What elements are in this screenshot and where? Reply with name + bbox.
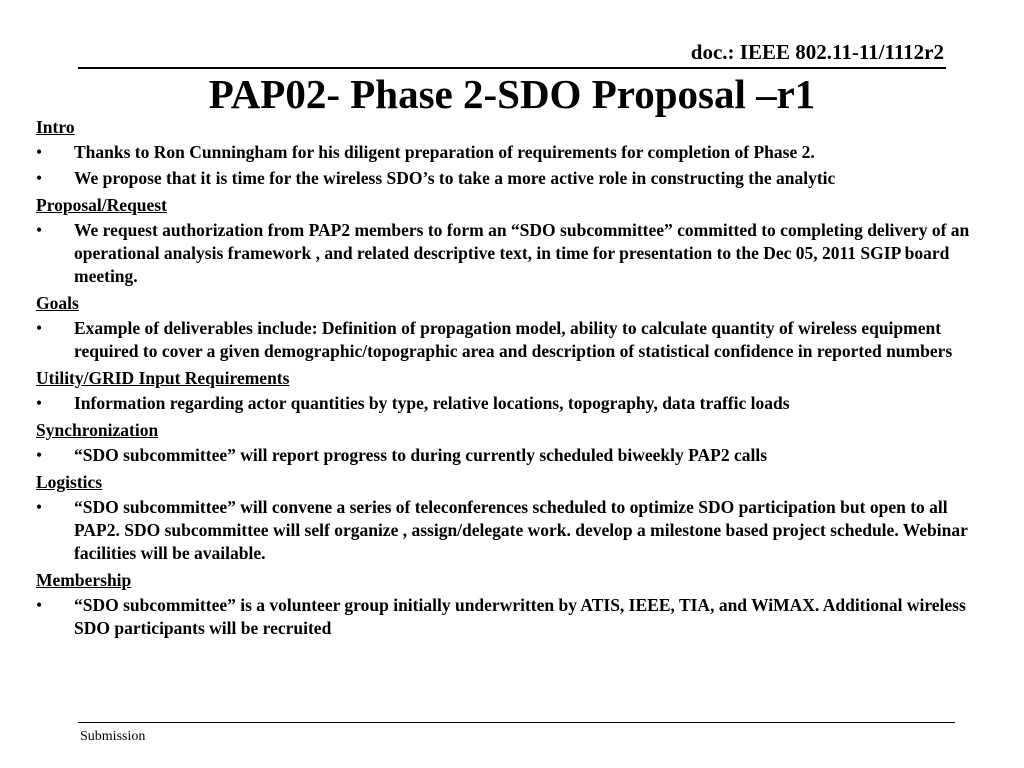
bullet-glyph: • — [36, 168, 43, 188]
section-logistics — [36, 471, 996, 565]
bullet-glyph: • — [36, 142, 43, 162]
bullet-item — [36, 317, 996, 363]
bullet-item — [36, 167, 996, 190]
bullet-text: “SDO subcommittee” will convene a series of teleconferences scheduled to optimize SDO participation but open to all PAP2. SDO subcommittee will self organize , assign/delegate work. develop a milestone based project schedule. Webinar facilities will be available. — [74, 497, 968, 563]
slide-content — [36, 116, 996, 643]
bullet-text: “SDO subcommittee” will report progress to during currently scheduled biweekly PAP2 calls — [74, 445, 768, 465]
bullet-glyph: • — [36, 497, 43, 517]
section-heading-goals: Goals — [36, 293, 79, 313]
section-heading-membership: Membership — [36, 570, 132, 590]
section-membership — [36, 569, 996, 640]
footer-rule — [78, 722, 955, 723]
section-proposal-request — [36, 194, 996, 288]
bullet-glyph: • — [36, 318, 43, 338]
bullet-glyph: • — [36, 220, 43, 240]
bullet-text: “SDO subcommittee” is a volunteer group initially underwritten by ATIS, IEEE, TIA, and WiMAX. Additional wireless SDO participants will be recruited — [74, 595, 966, 638]
bullet-item — [36, 496, 996, 565]
section-utility-grid-input — [36, 367, 996, 415]
bullet-glyph: • — [36, 445, 43, 465]
bullet-glyph: • — [36, 595, 43, 615]
bullet-glyph: • — [36, 393, 43, 413]
section-heading-intro: Intro — [36, 117, 75, 137]
section-heading-synchronization: Synchronization — [36, 420, 159, 440]
bullet-item — [36, 141, 996, 164]
bullet-item — [36, 594, 996, 640]
footer-label: Submission — [80, 729, 146, 744]
slide-title: PAP02- Phase 2-SDO Proposal –r1 — [208, 71, 816, 117]
doc-id: doc.: IEEE 802.11-11/1112r2 — [690, 40, 944, 64]
bullet-text: We request authorization from PAP2 members to form an “SDO subcommittee” committed to completing delivery of an operational analysis framework , and related descriptive text, in time for presentation to the Dec 05, 2011 SGIP board meeting. — [74, 220, 970, 286]
bullet-item — [36, 444, 996, 467]
bullet-text: Information regarding actor quantities by type, relative locations, topography, data traffic loads — [74, 393, 790, 413]
section-goals — [36, 292, 996, 363]
section-synchronization — [36, 419, 996, 467]
section-heading-logistics: Logistics — [36, 472, 103, 492]
section-heading-proposal-request: Proposal/Request — [36, 195, 167, 215]
section-heading-utility-grid-input: Utility/GRID Input Requirements — [36, 368, 290, 388]
bullet-text: Thanks to Ron Cunningham for his diligent preparation of requirements for completion of Phase 2. — [74, 142, 815, 162]
bullet-text: Example of deliverables include: Definition of propagation model, ability to calculate quantity of wireless equipment required to cover a given demographic/topographic area and description of statistical confidence in reported numbers — [74, 318, 953, 361]
bullet-item — [36, 392, 996, 415]
bullet-text: We propose that it is time for the wireless SDO’s to take a more active role in constructing the analytic — [74, 168, 836, 188]
bullet-item — [36, 219, 996, 288]
section-intro — [36, 116, 996, 190]
